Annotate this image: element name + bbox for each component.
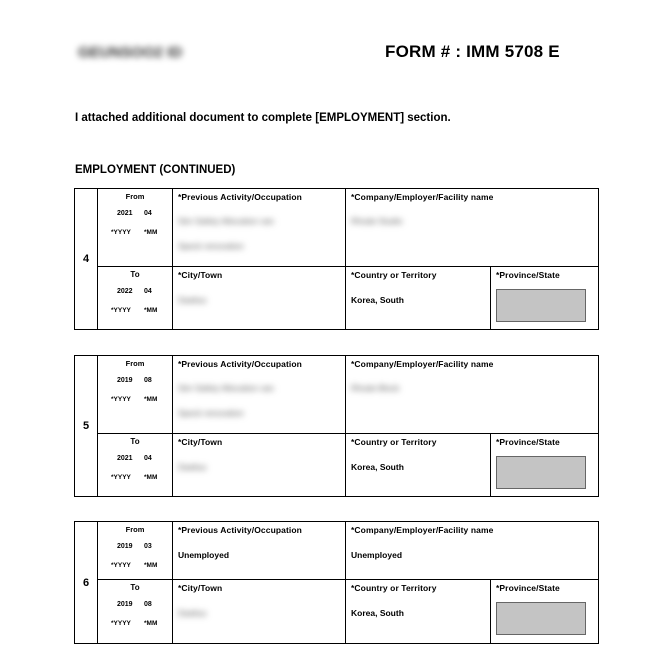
- to-year[interactable]: 2022: [117, 288, 133, 295]
- mm-label: *MM: [144, 307, 158, 314]
- activity-label: *Previous Activity/Occupation: [178, 525, 302, 535]
- city-value[interactable]: Daelius: [178, 462, 207, 472]
- country-cell: [346, 580, 491, 644]
- activity-cell: [173, 356, 346, 434]
- province-field[interactable]: [496, 602, 586, 635]
- employment-entry-5: [74, 355, 599, 497]
- activity-label: *Previous Activity/Occupation: [178, 359, 302, 369]
- company-label: *Company/Employer/Facility name: [351, 359, 494, 369]
- yyyy-label: *YYYY: [111, 396, 131, 403]
- yyyy-label: *YYYY: [111, 562, 131, 569]
- to-year[interactable]: 2019: [117, 601, 133, 608]
- to-label: To: [130, 437, 140, 446]
- city-cell: [173, 267, 346, 330]
- company-label: *Company/Employer/Facility name: [351, 192, 494, 202]
- employment-entry-6: [74, 521, 599, 644]
- from-year[interactable]: 2019: [117, 543, 133, 550]
- country-cell: [346, 267, 491, 330]
- entry-number: 4: [75, 189, 98, 330]
- province-cell: [491, 580, 599, 644]
- activity-value-line2[interactable]: Speck renovation: [178, 408, 244, 418]
- section-title: EMPLOYMENT (CONTINUED): [75, 164, 236, 176]
- from-month[interactable]: 08: [144, 377, 152, 384]
- from-date-cell: [98, 356, 173, 434]
- to-label: To: [130, 583, 140, 592]
- city-label: *City/Town: [178, 437, 223, 447]
- country-value[interactable]: Korea, South: [351, 608, 404, 618]
- from-month[interactable]: 04: [144, 210, 152, 217]
- activity-value-line1[interactable]: Sim Safety Allocation van: [178, 216, 274, 226]
- activity-value[interactable]: Unemployed: [178, 550, 230, 560]
- yyyy-label: *YYYY: [111, 307, 131, 314]
- city-value[interactable]: Daelius: [178, 608, 207, 618]
- city-label: *City/Town: [178, 270, 223, 280]
- province-label: *Province/State: [496, 437, 560, 447]
- activity-cell: [173, 189, 346, 267]
- company-cell: [346, 356, 599, 434]
- province-cell: [491, 434, 599, 497]
- to-date-cell: [98, 434, 173, 497]
- from-date-cell: [98, 522, 173, 580]
- from-date-cell: [98, 189, 173, 267]
- mm-label: *MM: [144, 396, 158, 403]
- from-year[interactable]: 2021: [117, 210, 133, 217]
- province-field[interactable]: [496, 456, 586, 489]
- form-number: FORM # : IMM 5708 E: [385, 42, 560, 61]
- entry-number: 6: [75, 522, 98, 644]
- city-label: *City/Town: [178, 583, 223, 593]
- activity-cell: [173, 522, 346, 580]
- to-month[interactable]: 04: [144, 288, 152, 295]
- country-cell: [346, 434, 491, 497]
- intro-text: I attached additional document to complete [EMPLOYMENT] section.: [75, 112, 451, 124]
- from-year[interactable]: 2019: [117, 377, 133, 384]
- province-cell: [491, 267, 599, 330]
- mm-label: *MM: [144, 562, 158, 569]
- city-cell: [173, 434, 346, 497]
- from-label: From: [125, 525, 145, 534]
- mm-label: *MM: [144, 620, 158, 627]
- yyyy-label: *YYYY: [111, 620, 131, 627]
- from-label: From: [125, 359, 145, 368]
- country-label: *Country or Territory: [351, 270, 437, 280]
- company-value[interactable]: Rhode Studio: [351, 216, 403, 226]
- country-value[interactable]: Korea, South: [351, 462, 404, 472]
- activity-label: *Previous Activity/Occupation: [178, 192, 302, 202]
- to-month[interactable]: 08: [144, 601, 152, 608]
- company-label: *Company/Employer/Facility name: [351, 525, 494, 535]
- country-label: *Country or Territory: [351, 583, 437, 593]
- to-month[interactable]: 04: [144, 455, 152, 462]
- company-value[interactable]: Unemployed: [351, 550, 403, 560]
- activity-value-line2[interactable]: Speck renovation: [178, 241, 244, 251]
- yyyy-label: *YYYY: [111, 229, 131, 236]
- to-date-cell: [98, 267, 173, 330]
- entry-number: 5: [75, 356, 98, 497]
- country-label: *Country or Territory: [351, 437, 437, 447]
- employment-entry-4: [74, 188, 599, 330]
- to-label: To: [130, 270, 140, 279]
- yyyy-label: *YYYY: [111, 474, 131, 481]
- mm-label: *MM: [144, 229, 158, 236]
- province-field[interactable]: [496, 289, 586, 322]
- mm-label: *MM: [144, 474, 158, 481]
- company-cell: [346, 522, 599, 580]
- province-label: *Province/State: [496, 270, 560, 280]
- company-value[interactable]: Rhode Block: [351, 383, 400, 393]
- from-label: From: [125, 192, 145, 201]
- province-label: *Province/State: [496, 583, 560, 593]
- to-year[interactable]: 2021: [117, 455, 133, 462]
- city-value[interactable]: Daelius: [178, 295, 207, 305]
- applicant-id: GEUNSOO2 ID: [78, 44, 183, 61]
- company-cell: [346, 189, 599, 267]
- city-cell: [173, 580, 346, 644]
- to-date-cell: [98, 580, 173, 644]
- activity-value-line1[interactable]: Sim Safety Allocation van: [178, 383, 274, 393]
- from-month[interactable]: 03: [144, 543, 152, 550]
- country-value[interactable]: Korea, South: [351, 295, 404, 305]
